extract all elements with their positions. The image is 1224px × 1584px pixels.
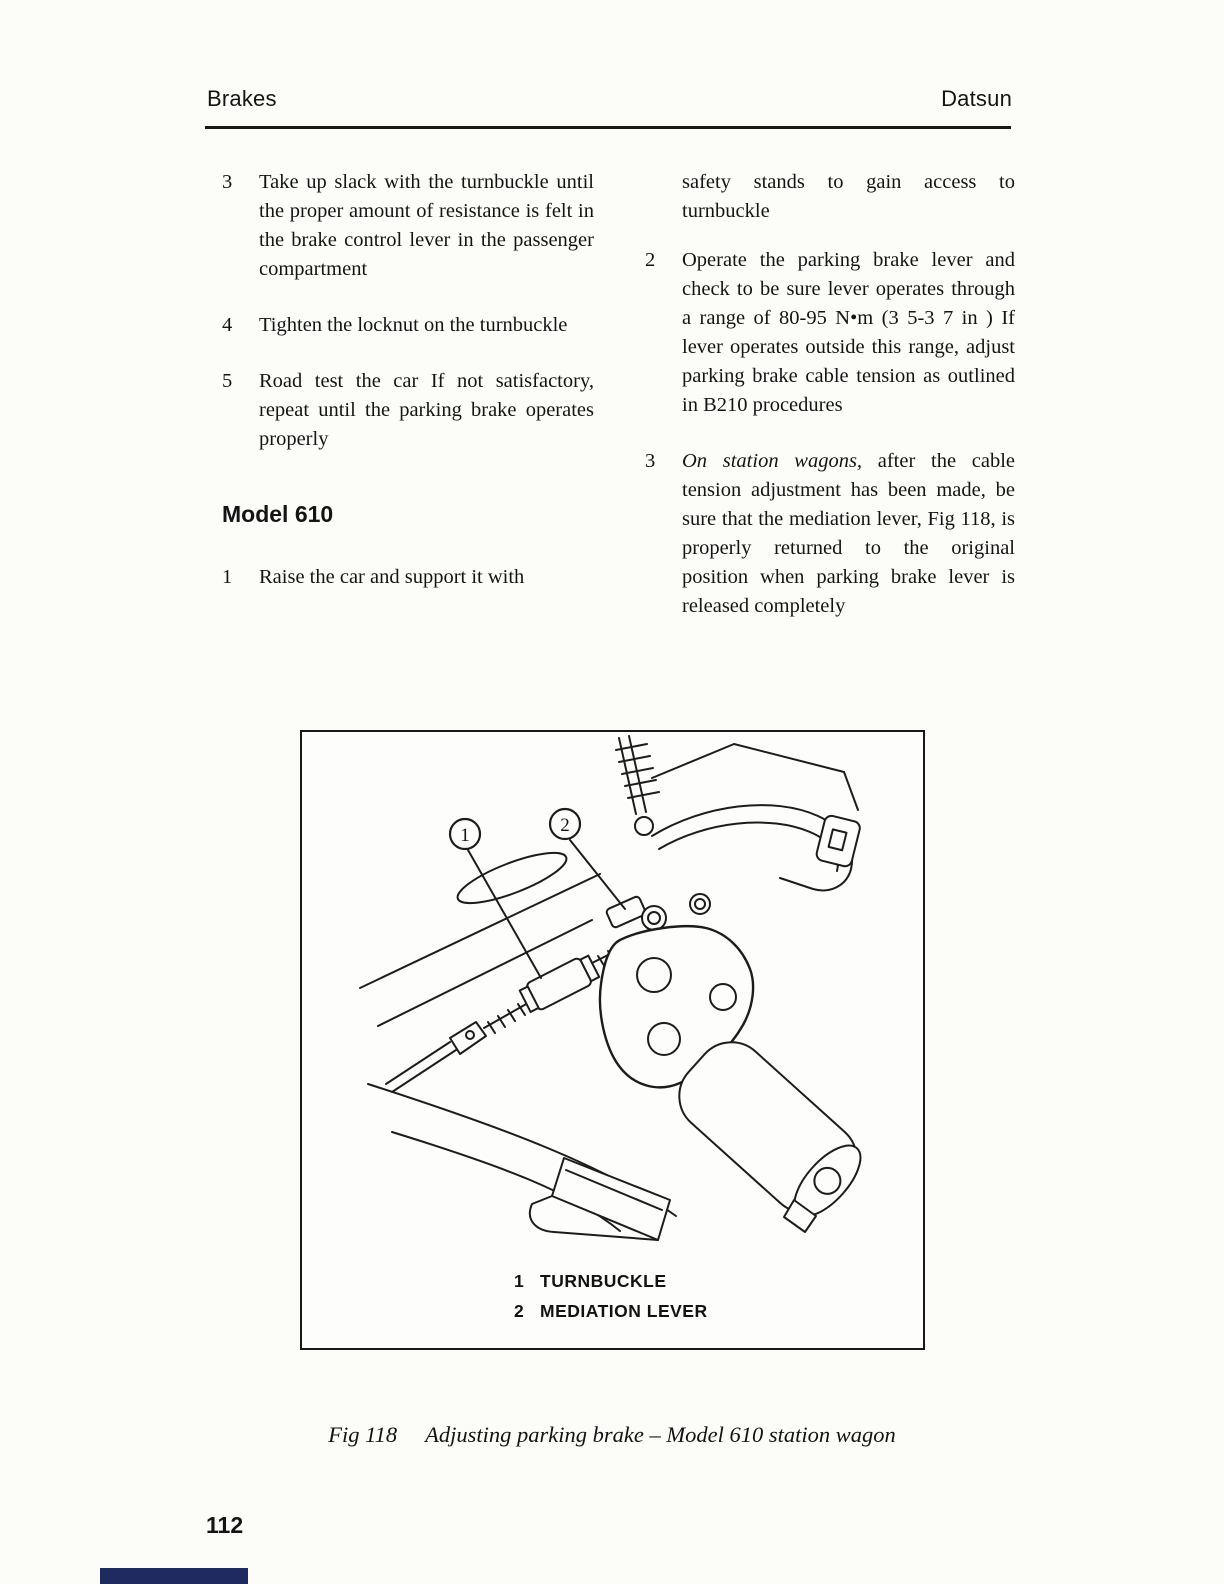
callout-2-number: 2 — [560, 815, 570, 836]
item-number: 1 — [222, 566, 233, 588]
figure-caption — [0, 1422, 1224, 1448]
item-text — [682, 447, 1015, 621]
model-heading: Model 610 — [222, 501, 334, 527]
continuation-text: safety stands to gain access to turnbuckle — [682, 171, 1015, 222]
list-item — [222, 168, 594, 284]
right-column — [645, 168, 1015, 648]
item-number: 5 — [222, 370, 233, 392]
foot-bracket — [530, 1158, 670, 1240]
figure-key-number: 1 — [514, 1271, 525, 1291]
item-text: Take up slack with the turnbuckle until the proper amount of resistance is felt in the brake control lever in the passenger compartment — [259, 171, 594, 280]
figure-caption-number: Fig 118 — [328, 1422, 398, 1447]
page-header — [207, 86, 1012, 112]
item-number: 3 — [222, 171, 233, 193]
figure-key-item — [514, 1296, 708, 1326]
list-item — [645, 447, 1015, 621]
callout-1-number: 1 — [460, 825, 470, 846]
figure-caption-text: Adjusting parking brake – Model 610 station wagon — [425, 1422, 896, 1447]
brand-title: Datsun — [941, 86, 1012, 111]
item-text: Raise the car and support it with — [259, 566, 525, 588]
item-text: Road test the car If not satisfactory, repeat until the parking brake operates properly — [259, 370, 594, 450]
item-number: 2 — [645, 249, 656, 271]
figure-key — [514, 1266, 708, 1326]
left-column — [222, 168, 594, 619]
list-item — [645, 246, 1015, 420]
list-item — [222, 311, 594, 340]
figure-key-item — [514, 1266, 708, 1296]
header-divider — [205, 126, 1011, 129]
item-text-rest: after the cable tension adjustment has been made, be sure that the mediation lever, Fig 118, is properly returned to the original position when parking brake lever is released completely — [682, 450, 1015, 617]
figure-key-number: 2 — [514, 1301, 525, 1321]
section-title: Brakes — [207, 86, 277, 111]
item-text: Tighten the locknut on the turnbuckle — [259, 314, 568, 336]
item-number: 3 — [645, 450, 656, 472]
bracket-band — [652, 805, 861, 890]
list-item — [222, 563, 594, 592]
item-text: Operate the parking brake lever and check to be sure lever operates through a range of 80-95 N•m (3 5-3 7 in ) If lever operates outside this range, adjust parking brake cable tension as outlined in B210 procedures — [682, 249, 1015, 416]
cable-lines — [386, 1003, 528, 1092]
figure-118 — [300, 730, 925, 1350]
lever-pivot-bolts — [605, 894, 710, 930]
figure-key-label: TURNBUCKLE — [540, 1271, 667, 1291]
list-item — [222, 367, 594, 454]
page-number: 112 — [206, 1512, 244, 1538]
scan-artifact-bar — [100, 1568, 248, 1584]
item-text-lead: On station wagons, — [682, 450, 863, 472]
parking-brake-diagram — [302, 732, 923, 1348]
figure-key-label: MEDIATION LEVER — [540, 1301, 708, 1321]
item-number: 4 — [222, 314, 233, 336]
spring-rod — [616, 736, 659, 835]
